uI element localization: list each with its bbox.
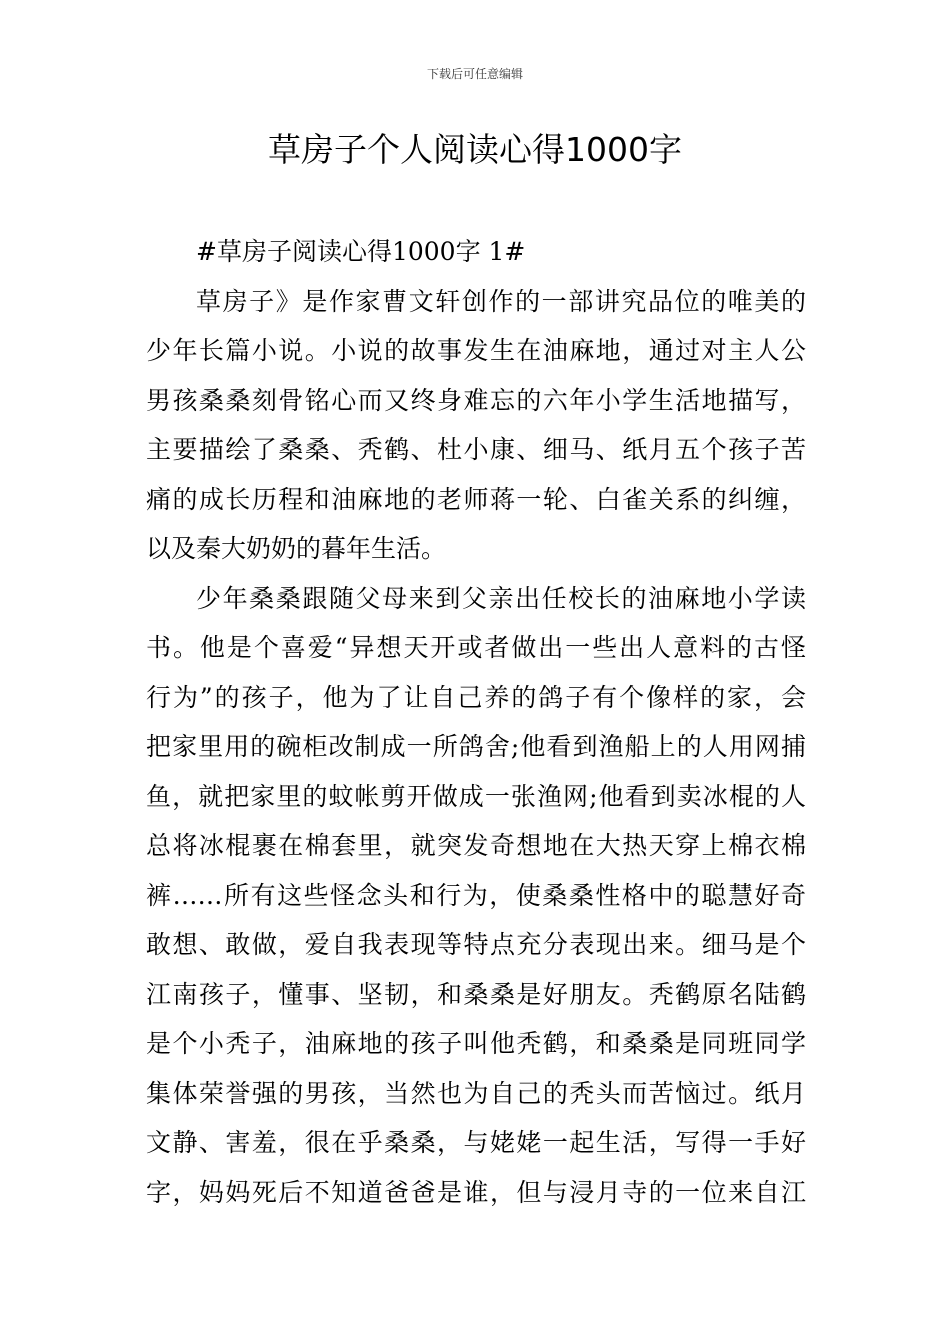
paragraph-line: 以及秦大奶奶的暮年生活。	[146, 534, 447, 563]
paragraph-line: 裤……所有这些怪念头和行为，使桑桑性格中的聪慧好奇	[146, 880, 806, 910]
paragraph-line: 文静、害羞，很在乎桑桑，与姥姥一起生活，写得一手好	[146, 1128, 806, 1157]
page-header: 下载后可任意编辑	[426, 67, 523, 81]
paragraph-line: 少年长篇小说。小说的故事发生在油麻地，通过对主人公	[146, 336, 806, 365]
paragraph-line: 痛的成长历程和油麻地的老师蒋一轮、白雀关系的纠缠，	[146, 484, 806, 514]
paragraph-line: 草房子》是作家曹文轩创作的一部讲究品位的唯美的	[196, 286, 806, 316]
paragraph-1	[146, 277, 806, 574]
paragraph-line: 是个小秃子，油麻地的孩子叫他秃鹤，和桑桑是同班同学	[146, 1029, 806, 1058]
paragraph-line: 集体荣誉强的男孩，当然也为自己的秃头而苦恼过。纸月	[146, 1078, 806, 1108]
paragraph-line: 总将冰棍裹在棉套里，就突发奇想地在大热天穿上棉衣棉	[146, 831, 806, 860]
paragraph-line: 鱼，就把家里的蚊帐剪开做成一张渔网;他看到卖冰棍的人	[146, 781, 806, 811]
document-body	[146, 227, 806, 1217]
paragraph-line: 江南孩子，懂事、坚韧，和桑桑是好朋友。秃鹤原名陆鹤	[146, 979, 806, 1009]
paragraph-line: 男孩桑桑刻骨铭心而又终身难忘的六年小学生活地描写，	[146, 385, 806, 415]
paragraph-line: 敢想、敢做，爱自我表现等特点充分表现出来。细马是个	[146, 930, 806, 959]
paragraph-line: 少年桑桑跟随父母来到父亲出任校长的油麻地小学读	[196, 583, 806, 613]
section-heading: #草房子阅读心得1000字 1#	[196, 237, 526, 266]
paragraph-line: 书。他是个喜爱“异想天开或者做出一些出人意料的古怪	[146, 633, 806, 662]
paragraph-line: 把家里用的碗柜改制成一所鸽舍;他看到渔船上的人用网捕	[146, 732, 806, 761]
paragraph-2	[146, 574, 806, 1218]
paragraph-line: 行为”的孩子，他为了让自己养的鸽子有个像样的家，会	[146, 682, 806, 712]
paragraph-line: 主要描绘了桑桑、秃鹤、杜小康、细马、纸月五个孩子苦	[146, 435, 806, 464]
document-title: 草房子个人阅读心得1000字	[268, 130, 682, 169]
paragraph-line: 字，妈妈死后不知道爸爸是谁，但与浸月寺的一位来自江	[146, 1177, 806, 1207]
